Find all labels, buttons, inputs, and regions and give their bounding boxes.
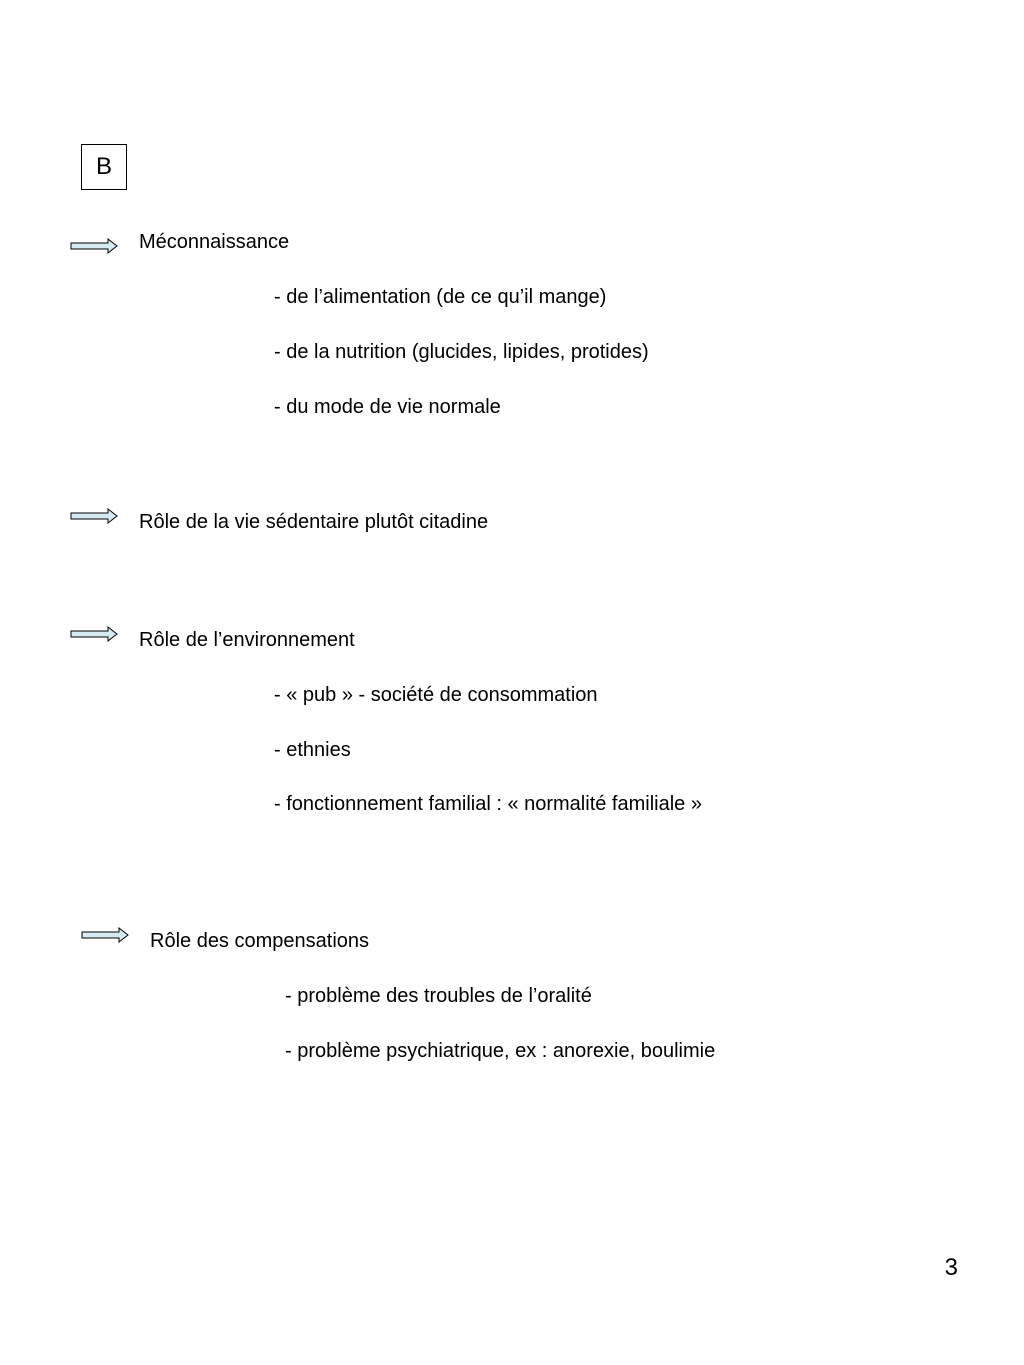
- section-heading-sedentaire: Rôle de la vie sédentaire plutôt citadine: [139, 511, 489, 533]
- arrow-right-icon: [81, 927, 129, 943]
- list-item: - ethnies: [274, 739, 351, 761]
- list-item: - problème psychiatrique, ex : anorexie, boulimie: [285, 1040, 716, 1062]
- list-item: - fonctionnement familial : « normalité familiale »: [274, 793, 702, 815]
- list-item: - de l’alimentation (de ce qu’il mange): [274, 286, 607, 308]
- arrow-right-icon: [70, 238, 118, 254]
- list-item: - « pub » - société de consommation: [274, 684, 598, 706]
- section-letter-box: [81, 144, 127, 190]
- page-number: 3: [944, 1254, 958, 1281]
- list-item: - problème des troubles de l’oralité: [285, 985, 592, 1007]
- arrow-right-icon: [70, 508, 118, 524]
- section-heading-environnement: Rôle de l’environnement: [139, 629, 355, 651]
- section-letter: B: [95, 153, 112, 180]
- section-heading-meconnaissance: Méconnaissance: [139, 231, 290, 253]
- arrow-right-icon: [70, 626, 118, 642]
- list-item: - de la nutrition (glucides, lipides, protides): [274, 341, 649, 363]
- section-heading-compensations: Rôle des compensations: [150, 930, 370, 952]
- list-item: - du mode de vie normale: [274, 396, 501, 418]
